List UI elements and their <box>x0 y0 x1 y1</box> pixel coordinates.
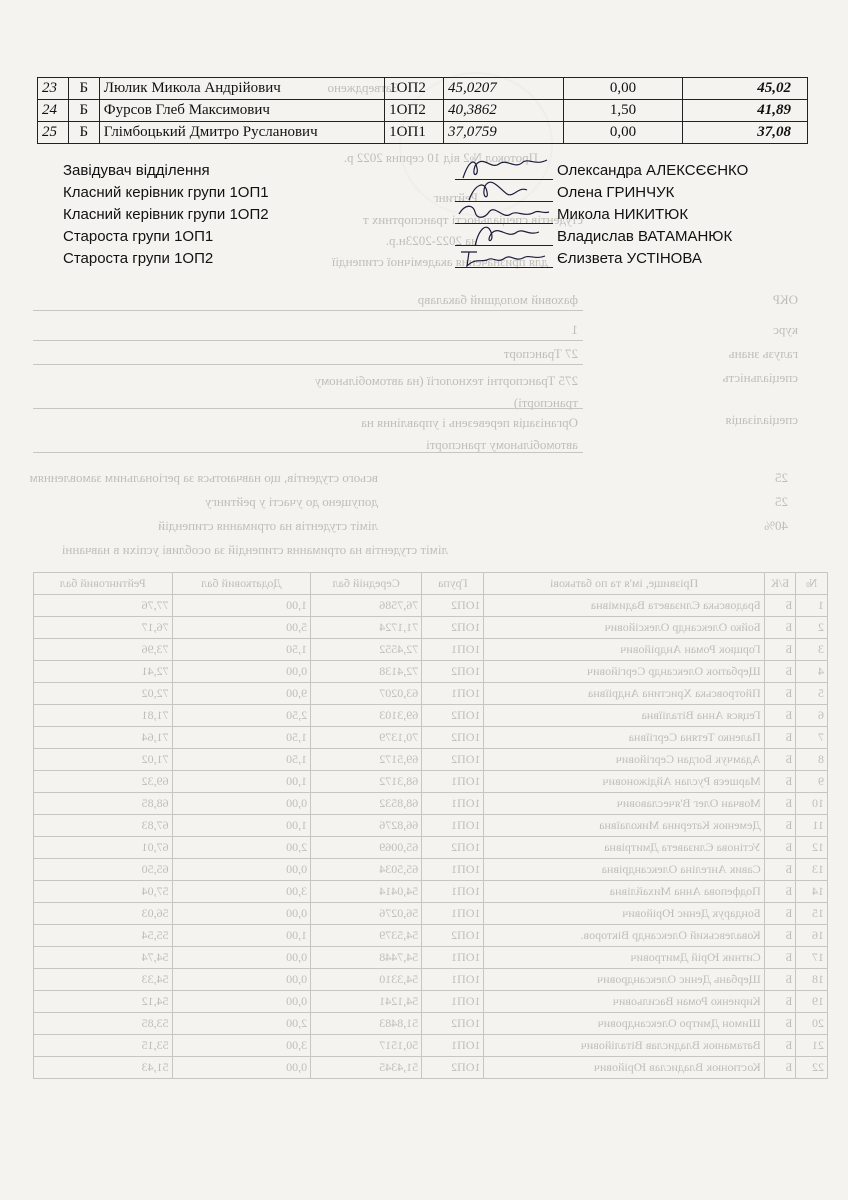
bleed-cell: 18 <box>796 969 828 991</box>
bleed-cell: 56,0276 <box>311 903 422 925</box>
bleed-cell: Б <box>764 1057 796 1079</box>
bleed-table-row <box>34 661 828 683</box>
bleed-cell: 1ОП1 <box>422 859 484 881</box>
bleed-cell: 7 <box>796 727 828 749</box>
bleed-cell: 1ОП1 <box>422 881 484 903</box>
bleed-table-row <box>34 683 828 705</box>
bleed-table-row <box>34 793 828 815</box>
bleed-cell: Устінова Єлизавета Дмитрівна <box>484 837 764 859</box>
bleed-cell: 2,00 <box>172 1013 311 1035</box>
bleed-cell: 1,50 <box>172 727 311 749</box>
cell-additional: 0,00 <box>564 78 682 100</box>
bleed-count-value: 40% <box>764 518 788 533</box>
bleed-cell: 0,00 <box>172 793 311 815</box>
bleed-cell: 2,50 <box>172 705 311 727</box>
bleed-cell: 1ОП2 <box>422 595 484 617</box>
bleed-cell: 69,5172 <box>311 749 422 771</box>
bleed-table-row <box>34 903 828 925</box>
bleed-cell: Б <box>764 595 796 617</box>
bleed-info-label: спеціальність <box>722 370 798 385</box>
signature-role: Староста групи 1ОП2 <box>63 250 214 267</box>
bleed-cell: Адамчук Богдан Сергійович <box>484 749 764 771</box>
cell-funding: Б <box>68 78 99 100</box>
bleed-header-line: на 2022-2023н.р. <box>385 233 478 248</box>
bleed-cell: Б <box>764 705 796 727</box>
bleed-cell: 19 <box>796 991 828 1013</box>
bleed-cell: 1ОП2 <box>422 1013 484 1035</box>
bleed-cell: 20 <box>796 1013 828 1035</box>
bleed-th: № <box>796 573 828 595</box>
bleed-cell: Костюнюк Владислав Юрійович <box>484 1057 764 1079</box>
signature-row <box>63 184 803 206</box>
bleed-table-row <box>34 815 828 837</box>
bleed-cell: 53,85 <box>34 1013 173 1035</box>
bleed-cell: 1,00 <box>172 925 311 947</box>
bleed-cell: 76,7586 <box>311 595 422 617</box>
bleed-cell: Маршеєв Руслан Айдіжонович <box>484 771 764 793</box>
bleed-cell: Савик Ангеліна Олександрівна <box>484 859 764 881</box>
bleed-cell: 65,5034 <box>311 859 422 881</box>
bleed-cell: 71,64 <box>34 727 173 749</box>
bleed-table-row <box>34 1013 828 1035</box>
bleed-cell: 10 <box>796 793 828 815</box>
bleed-cell: 0,00 <box>172 947 311 969</box>
bleed-cell: Б <box>764 815 796 837</box>
bleed-cell: 71,81 <box>34 705 173 727</box>
bleed-cell: 0,00 <box>172 661 311 683</box>
bleed-cell: Паленко Тетяна Сергіївна <box>484 727 764 749</box>
bleed-table-row <box>34 617 828 639</box>
bleed-cell: 11 <box>796 815 828 837</box>
bleed-th: Група <box>422 573 484 595</box>
cell-average: 37,0759 <box>444 122 564 144</box>
cell-rating: 41,89 <box>682 100 807 122</box>
bleed-table-row <box>34 727 828 749</box>
signature-role: Класний керівник групи 1ОП1 <box>63 184 269 201</box>
cell-rating: 37,08 <box>682 122 807 144</box>
cell-student-name: Фурсов Глеб Максимович <box>99 100 384 122</box>
bleed-cell: 77,76 <box>34 595 173 617</box>
bleed-cell: Б <box>764 991 796 1013</box>
bleed-table-row <box>34 595 828 617</box>
bleed-cell: 1ОП2 <box>422 661 484 683</box>
bleed-cell: 73,96 <box>34 639 173 661</box>
bleed-cell: 3,00 <box>172 1035 311 1057</box>
bleed-cell: 1,50 <box>172 639 311 661</box>
signature-row <box>63 250 803 272</box>
bleed-cell: 1ОП2 <box>422 617 484 639</box>
bleed-table-row <box>34 1035 828 1057</box>
bleed-count-label: ліміт студентів на отримання стипендій за особливі успіхи в навчанні <box>61 542 448 557</box>
bleed-cell: Б <box>764 1035 796 1057</box>
bleed-cell: 1ОП2 <box>422 1057 484 1079</box>
bleed-cell: Б <box>764 661 796 683</box>
bleed-info-value: фаховий молодший бакалавр <box>417 292 578 307</box>
bleed-cell: 70,1379 <box>311 727 422 749</box>
bleed-cell: Подфепова Анна Михайлівна <box>484 881 764 903</box>
bleed-cell: 72,4138 <box>311 661 422 683</box>
bleed-cell: 17 <box>796 947 828 969</box>
bleed-cell: 1ОП1 <box>422 815 484 837</box>
cell-number: 23 <box>38 78 69 100</box>
bleed-cell: 1,00 <box>172 595 311 617</box>
cell-group: 1ОП1 <box>385 122 444 144</box>
cell-student-name: Глімбоцький Дмитро Русланович <box>99 122 384 144</box>
bleed-th: Прізвище, ім'я та по батькові <box>484 573 764 595</box>
cell-number: 24 <box>38 100 69 122</box>
bleed-cell: 67,01 <box>34 837 173 859</box>
bleed-info-label: курс <box>773 322 798 337</box>
bleed-cell: 1ОП2 <box>422 837 484 859</box>
bleed-cell: 68,3172 <box>311 771 422 793</box>
bleed-cell: 12 <box>796 837 828 859</box>
bleed-cell: Б <box>764 727 796 749</box>
bleed-cell: 63,0207 <box>311 683 422 705</box>
bleed-cell: 67,83 <box>34 815 173 837</box>
bleed-cell: 54,0414 <box>311 881 422 903</box>
bleed-cell: Б <box>764 749 796 771</box>
signature-name: Олена ГРИНЧУК <box>557 184 675 201</box>
bleed-count-label: ліміт студентів на отримання стипендій <box>158 518 378 533</box>
bleed-cell: 1,50 <box>172 749 311 771</box>
bleed-cell: Щербань Денис Олександрович <box>484 969 764 991</box>
bleed-th: Рейтинговий бал <box>34 573 173 595</box>
bleed-cell: 1ОП2 <box>422 705 484 727</box>
bleed-cell: 1ОП1 <box>422 947 484 969</box>
bleed-cell: 76,17 <box>34 617 173 639</box>
bleed-cell: 54,12 <box>34 991 173 1013</box>
bleed-cell: Б <box>764 639 796 661</box>
bleed-cell: Пйотровська Христина Андріївна <box>484 683 764 705</box>
bleed-cell: 2 <box>796 617 828 639</box>
bleed-cell: Шимон Дмитро Олександрович <box>484 1013 764 1035</box>
bleed-header-line: студентів спеціальності транспортних т <box>362 212 583 227</box>
bleed-cell: 68,85 <box>34 793 173 815</box>
bleed-cell: Кириенко Роман Васильович <box>484 991 764 1013</box>
bleed-cell: Б <box>764 1013 796 1035</box>
bleed-cell: Горщюк Роман Андрійович <box>484 639 764 661</box>
signature-role: Завідувач відділення <box>63 162 210 179</box>
bleed-table-row <box>34 925 828 947</box>
signature-row <box>63 206 803 228</box>
bleed-table-row <box>34 639 828 661</box>
bleed-count-value: 25 <box>775 470 788 485</box>
bleed-cell: Б <box>764 925 796 947</box>
bleed-cell: Б <box>764 771 796 793</box>
bleed-cell: 1ОП2 <box>422 727 484 749</box>
bleed-table-row <box>34 859 828 881</box>
bleed-cell: Ватаманюк Владислав Віталійович <box>484 1035 764 1057</box>
bleed-cell: 2,00 <box>172 837 311 859</box>
bleed-count-value: 25 <box>775 494 788 509</box>
bleed-cell: 1ОП1 <box>422 683 484 705</box>
bleed-cell: 4 <box>796 661 828 683</box>
bleed-cell: 68,8532 <box>311 793 422 815</box>
bleed-cell: Бондарук Денис Юрійович <box>484 903 764 925</box>
cell-group: 1ОП2 <box>385 100 444 122</box>
bleed-cell: 51,8483 <box>311 1013 422 1035</box>
bleed-table-row <box>34 705 828 727</box>
bleed-cell: 0,00 <box>172 903 311 925</box>
bleed-cell: 54,74 <box>34 947 173 969</box>
bleed-cell: Б <box>764 903 796 925</box>
signature-name: Владислав ВАТАМАНЮК <box>557 228 733 245</box>
bleed-cell: 1ОП1 <box>422 969 484 991</box>
signature-row <box>63 228 803 250</box>
cell-funding: Б <box>68 100 99 122</box>
bleed-cell: 16 <box>796 925 828 947</box>
bleed-cell: 1ОП1 <box>422 991 484 1013</box>
bleed-cell: Б <box>764 947 796 969</box>
cell-funding: Б <box>68 122 99 144</box>
bleed-cell: 72,4552 <box>311 639 422 661</box>
bleed-cell: 1ОП2 <box>422 749 484 771</box>
bleed-header-line: Затверджено <box>327 80 398 95</box>
bleed-table-row <box>34 749 828 771</box>
bleed-table-row <box>34 837 828 859</box>
bleed-cell: 0,00 <box>172 969 311 991</box>
bleed-cell: 50,1517 <box>311 1035 422 1057</box>
bleed-table <box>33 572 828 1079</box>
bleed-table-row <box>34 881 828 903</box>
bleed-th: Додатковий бал <box>172 573 311 595</box>
bleed-cell: 1ОП1 <box>422 639 484 661</box>
bleed-cell: 5 <box>796 683 828 705</box>
bleed-cell: 0,00 <box>172 991 311 1013</box>
bleed-table-body <box>34 595 828 1079</box>
cell-student-name: Люлик Микола Андрійович <box>99 78 384 100</box>
table-row <box>38 100 808 122</box>
bleed-table-row <box>34 991 828 1013</box>
bleed-info-value: Організація перевезень і управління на автомобільному транспорті <box>361 415 578 452</box>
bleed-cell: 6 <box>796 705 828 727</box>
cell-average: 40,3862 <box>444 100 564 122</box>
bleed-cell: Б <box>764 969 796 991</box>
bleed-cell: Б <box>764 859 796 881</box>
bleed-table-row <box>34 969 828 991</box>
signature-role: Староста групи 1ОП1 <box>63 228 214 245</box>
bleed-cell: 57,04 <box>34 881 173 903</box>
cell-group: 1ОП2 <box>385 78 444 100</box>
bleed-cell: Деменюк Катерина Миколаївна <box>484 815 764 837</box>
bleed-cell: 54,7448 <box>311 947 422 969</box>
bleed-cell: 72,41 <box>34 661 173 683</box>
bleed-cell: 1ОП1 <box>422 903 484 925</box>
bleed-cell: 13 <box>796 859 828 881</box>
bleed-table-row <box>34 771 828 793</box>
signature-name: Єлизвета УСТІНОВА <box>557 250 702 267</box>
bleed-count-label: допущено до участі у рейтингу <box>205 494 378 509</box>
bleed-th: Б/К <box>764 573 796 595</box>
bleed-info-label: ОКР <box>772 292 798 307</box>
bleed-header-line: Протокол №2 від 10 серпня 2022 р. <box>343 150 538 165</box>
bleed-cell: Мовчан Олег В'ячеславович <box>484 793 764 815</box>
signature-name: Олександра АЛЕКСЄЄНКО <box>557 162 749 179</box>
bleed-table-row <box>34 947 828 969</box>
bleed-cell: 1ОП1 <box>422 771 484 793</box>
bleed-cell: 1ОП1 <box>422 1035 484 1057</box>
bleed-cell: 54,5379 <box>311 925 422 947</box>
signature-role: Класний керівник групи 1ОП2 <box>63 206 269 223</box>
cell-average: 45,0207 <box>444 78 564 100</box>
bleed-cell: 3,00 <box>172 881 311 903</box>
cell-rating: 45,02 <box>682 78 807 100</box>
signature-name: Микола НИКИТЮК <box>557 206 689 223</box>
bleed-cell: 65,50 <box>34 859 173 881</box>
bleed-info-value: 1 <box>571 322 578 337</box>
bleed-cell: 1ОП2 <box>422 925 484 947</box>
bleed-cell: 53,15 <box>34 1035 173 1057</box>
bleed-cell: Гецяся Анна Віталіївна <box>484 705 764 727</box>
bleed-cell: 65,0069 <box>311 837 422 859</box>
bleed-cell: 21 <box>796 1035 828 1057</box>
bleed-cell: 54,3310 <box>311 969 422 991</box>
bleed-th: Середній бал <box>311 573 422 595</box>
bleed-cell: 8 <box>796 749 828 771</box>
bleed-cell: Б <box>764 683 796 705</box>
bleed-header-line: Рейтинг <box>433 190 478 205</box>
bleed-cell: 14 <box>796 881 828 903</box>
rating-table-continuation <box>37 77 808 144</box>
table-row <box>38 78 808 100</box>
bleed-cell: Б <box>764 837 796 859</box>
bleed-cell: 69,3103 <box>311 705 422 727</box>
bleed-info-value: 275 Транспортні технології (на автомобільному транспорті) <box>314 373 578 410</box>
signature-block <box>63 162 803 272</box>
bleed-header-line: для призначення академічної стипендії <box>331 254 548 269</box>
cell-additional: 0,00 <box>564 122 682 144</box>
bleed-cell: 72,02 <box>34 683 173 705</box>
bleed-cell: 71,1724 <box>311 617 422 639</box>
bleed-cell: 0,00 <box>172 859 311 881</box>
bleed-cell: 0,00 <box>172 1057 311 1079</box>
bleed-cell: 71,02 <box>34 749 173 771</box>
bleed-cell: Б <box>764 793 796 815</box>
bleed-cell: 1,00 <box>172 815 311 837</box>
bleed-cell: 66,8276 <box>311 815 422 837</box>
bleed-cell: Щербатюк Олександр Сергійович <box>484 661 764 683</box>
bleed-table-row <box>34 1057 828 1079</box>
bleed-cell: Брадовська Єлизавета Вадимівна <box>484 595 764 617</box>
bleed-cell: Б <box>764 881 796 903</box>
bleed-cell: 54,1241 <box>311 991 422 1013</box>
bleed-info-label: спеціалізація <box>725 412 798 427</box>
table-row <box>38 122 808 144</box>
bleed-cell: 55,54 <box>34 925 173 947</box>
bleed-cell: 1,00 <box>172 771 311 793</box>
bleed-cell: 56,03 <box>34 903 173 925</box>
bleed-cell: 69,32 <box>34 771 173 793</box>
signature-row <box>63 162 803 184</box>
bleed-cell: 9 <box>796 771 828 793</box>
bleed-cell: Бойко Олександр Олексійович <box>484 617 764 639</box>
bleed-cell: Ковалевський Олександр Вікторов. <box>484 925 764 947</box>
bleed-cell: Ситник Юрій Дмитрович <box>484 947 764 969</box>
bleed-cell: 3 <box>796 639 828 661</box>
bleed-cell: 22 <box>796 1057 828 1079</box>
bleed-cell: 51,4345 <box>311 1057 422 1079</box>
bleed-cell: 1 <box>796 595 828 617</box>
bleed-count-label: всього студентів, що навчаються за регіональним замовленням <box>29 470 378 485</box>
bleed-cell: 54,33 <box>34 969 173 991</box>
cell-additional: 1,50 <box>564 100 682 122</box>
bleed-info-label: галузь знань <box>728 346 798 361</box>
bleed-cell: 51,43 <box>34 1057 173 1079</box>
bleed-cell: 1ОП1 <box>422 793 484 815</box>
cell-number: 25 <box>38 122 69 144</box>
bleed-cell: Б <box>764 617 796 639</box>
bleed-cell: 9,00 <box>172 683 311 705</box>
bleed-cell: 5,00 <box>172 617 311 639</box>
bleed-cell: 15 <box>796 903 828 925</box>
bleed-info-value: 27 Транспорт <box>503 346 578 361</box>
